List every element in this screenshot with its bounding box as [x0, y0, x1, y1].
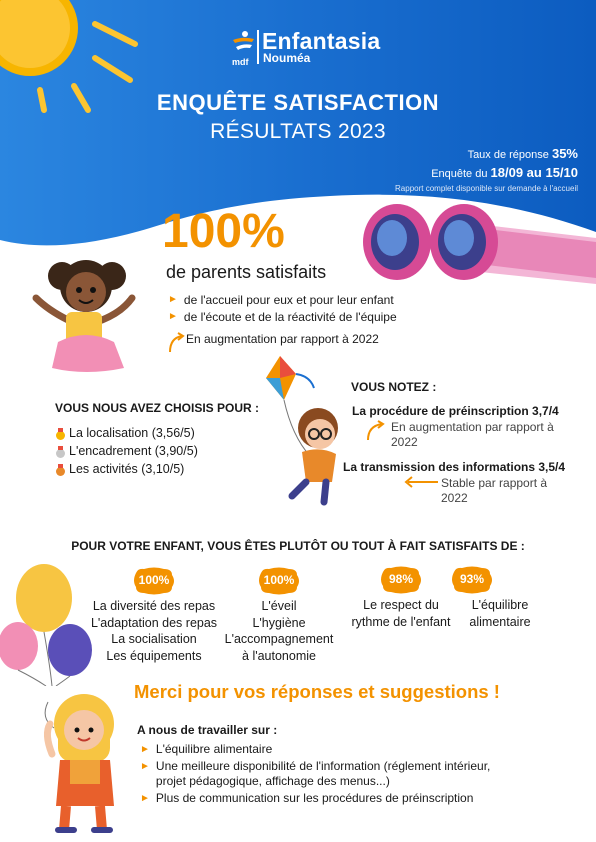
child-heading: POUR VOTRE ENFANT, VOUS ÊTES PLUTÔT OU TOUT À FAIT SATISFAITS DE : [71, 539, 525, 553]
girl-jumping-illustration [28, 250, 150, 378]
percent-badge: 93% [450, 566, 494, 594]
girl-balloons-illustration [30, 684, 130, 836]
child-column: L'équilibre alimentaire [469, 598, 531, 629]
choice-item: La localisation (3,56/5) [56, 424, 198, 442]
page-title: ENQUÊTE SATISFACTION [156, 90, 440, 115]
logo-divider [257, 30, 259, 64]
medal-icon [56, 446, 65, 457]
headline-trend: En augmentation par rapport à 2022 [186, 332, 379, 346]
survey-dates: Enquête du 18/09 au 15/10 [431, 165, 578, 180]
logo-icon [230, 30, 256, 57]
percent-badge: 100% [257, 567, 301, 595]
arrow-icon: ► [140, 761, 150, 772]
balloons-illustration [0, 556, 96, 686]
binoculars-illustration [362, 198, 596, 294]
report-note: Rapport complet disponible sur demande à l'accueil [395, 184, 578, 193]
curved-arrow-icon [364, 420, 388, 442]
headline-percent: 100% [162, 205, 285, 258]
brand-name: Enfantasia [262, 28, 381, 54]
medal-icon [56, 464, 65, 475]
arrow-left-icon [404, 476, 438, 488]
work-item: ► L'équilibre alimentaire [140, 742, 273, 756]
page-subtitle: RÉSULTATS 2023 [210, 120, 386, 143]
boy-kite-illustration [262, 356, 354, 506]
arrow-icon: ► [168, 294, 178, 305]
curved-arrow-icon [166, 332, 186, 354]
choice-item: Les activités (3,10/5) [56, 460, 198, 478]
choice-list [56, 424, 198, 478]
rating-title: La transmission des informations 3,5/4 [343, 460, 566, 474]
child-column: L'éveil L'hygiène L'accompagnement à l'autonomie [224, 599, 334, 663]
work-heading: A nous de travailler sur : [137, 723, 278, 737]
choice-item: L'encadrement (3,90/5) [56, 442, 198, 460]
arrow-icon: ► [140, 744, 150, 755]
medal-icon [56, 428, 65, 439]
brand-city: Nouméa [263, 51, 311, 65]
rating-note: En augmentation par rapport à 2022 [391, 420, 554, 449]
percent-badge: 98% [379, 566, 423, 594]
headline-bullet: ► de l'accueil pour eux et pour leur enfant [168, 292, 394, 307]
arrow-icon: ► [140, 793, 150, 804]
headline-bullet: ► de l'écoute et de la réactivité de l'équipe [168, 309, 397, 324]
headline-bullets [168, 291, 397, 325]
work-list [140, 742, 490, 806]
child-column: La diversité des repas L'adaptation des repas La socialisation Les équipements [90, 599, 218, 663]
rating-note: Stable par rapport à 2022 [441, 476, 548, 505]
ratings-heading: VOUS NOTEZ : [351, 380, 437, 394]
logo-mdf: mdf [232, 57, 249, 67]
work-item: ► Plus de communication sur les procédures de préinscription [140, 791, 474, 805]
work-item: ► Une meilleure disponibilité de l'information (réglement intérieur, projet pédagogique, affichage des menus...) [140, 759, 491, 788]
choice-heading: VOUS NOUS AVEZ CHOISIS POUR : [55, 401, 260, 415]
response-rate: Taux de réponse 35% [467, 146, 578, 161]
thanks-message: Merci pour vos réponses et suggestions ! [134, 681, 500, 702]
headline-text: de parents satisfaits [166, 262, 327, 282]
percent-badge: 100% [132, 567, 176, 595]
child-column: Le respect du rythme de l'enfant [351, 598, 451, 629]
arrow-icon: ► [168, 311, 178, 322]
rating-title: La procédure de préinscription 3,7/4 [352, 404, 559, 418]
